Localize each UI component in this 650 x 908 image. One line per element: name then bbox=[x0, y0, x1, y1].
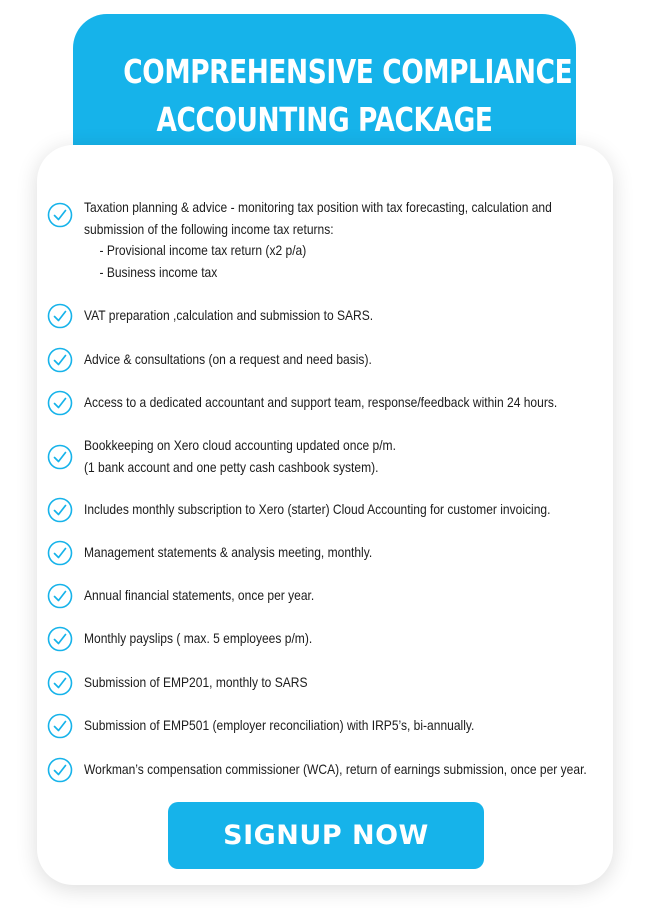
feature-line: Includes monthly subscription to Xero (starter) Cloud Accounting for customer invoicing. bbox=[84, 501, 551, 518]
feature-text bbox=[84, 672, 542, 694]
feature-line: Taxation planning & advice - monitoring tax position with tax forecasting, calculation and bbox=[84, 199, 552, 215]
feature-item-annual-statements bbox=[47, 583, 617, 609]
feature-item-taxation bbox=[47, 197, 617, 283]
feature-line: VAT preparation ,calculation and submission to SARS. bbox=[84, 307, 374, 324]
feature-line: Monthly payslips ( max. 5 employees p/m). bbox=[84, 630, 313, 647]
check-circle-icon bbox=[47, 540, 73, 566]
check-circle-icon bbox=[47, 497, 73, 523]
feature-sub-line: - Business income tax bbox=[99, 263, 218, 280]
check-circle-icon bbox=[47, 202, 73, 228]
feature-line: submission of the following income tax returns: bbox=[84, 220, 334, 237]
feature-line: Workman’s compensation commissioner (WCA), return of earnings submission, once per year. bbox=[84, 761, 587, 778]
feature-item-payslips bbox=[47, 626, 617, 652]
feature-text bbox=[84, 542, 542, 564]
feature-text bbox=[84, 499, 550, 521]
feature-text bbox=[84, 715, 542, 737]
feature-item-emp201 bbox=[47, 670, 617, 696]
feature-text bbox=[84, 392, 557, 414]
feature-text bbox=[84, 628, 542, 650]
feature-item-emp501 bbox=[47, 713, 617, 739]
check-circle-icon bbox=[47, 757, 73, 783]
package-title-line-2: ACCOUNTING PACKAGE bbox=[156, 100, 493, 139]
feature-item-wca bbox=[47, 757, 617, 783]
check-circle-icon bbox=[47, 444, 73, 470]
feature-line: (1 bank account and one petty cash cashbook system). bbox=[84, 458, 379, 475]
feature-item-xero-subscription bbox=[47, 497, 617, 523]
feature-item-bookkeeping bbox=[47, 435, 617, 478]
check-circle-icon bbox=[47, 390, 73, 416]
feature-text bbox=[84, 759, 587, 781]
feature-text bbox=[84, 197, 552, 283]
check-circle-icon bbox=[47, 670, 73, 696]
feature-line: Annual financial statements, once per year. bbox=[84, 587, 315, 604]
feature-line: Submission of EMP201, monthly to SARS bbox=[84, 674, 308, 691]
feature-item-vat bbox=[47, 303, 617, 329]
feature-text bbox=[84, 585, 542, 607]
signup-now-button[interactable]: SIGNUP NOW bbox=[168, 802, 484, 869]
feature-text bbox=[84, 305, 542, 327]
feature-line: Management statements & analysis meeting, monthly. bbox=[84, 544, 373, 561]
feature-line: Access to a dedicated accountant and support team, response/feedback within 24 hours. bbox=[84, 394, 558, 411]
feature-item-management-statements bbox=[47, 540, 617, 566]
check-circle-icon bbox=[47, 713, 73, 739]
check-circle-icon bbox=[47, 626, 73, 652]
package-title-line-1: COMPREHENSIVE COMPLIANCE bbox=[123, 52, 573, 91]
feature-text bbox=[84, 435, 542, 478]
check-circle-icon bbox=[47, 303, 73, 329]
feature-line: Advice & consultations (on a request and need basis). bbox=[84, 351, 372, 368]
feature-item-advice bbox=[47, 347, 617, 373]
check-circle-icon bbox=[47, 583, 73, 609]
feature-text bbox=[84, 349, 542, 371]
feature-line: Bookkeeping on Xero cloud accounting updated once p/m. bbox=[84, 437, 396, 453]
package-title bbox=[123, 48, 573, 144]
feature-line: Submission of EMP501 (employer reconciliation) with IRP5’s, bi-annually. bbox=[84, 717, 475, 734]
feature-item-accountant-access bbox=[47, 390, 617, 416]
feature-sub-line: - Provisional income tax return (x2 p/a) bbox=[99, 242, 307, 258]
check-circle-icon bbox=[47, 347, 73, 373]
